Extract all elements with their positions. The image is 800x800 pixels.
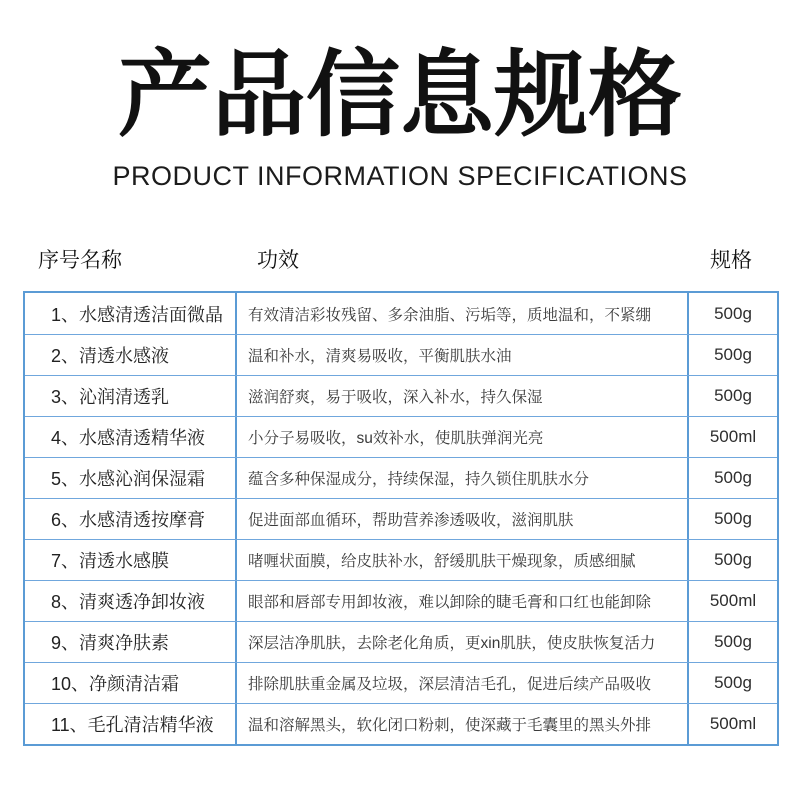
product-table (23, 291, 779, 746)
product-name-cell: 7、清透水感膜 (25, 540, 237, 580)
table-row (25, 375, 777, 416)
product-efficacy-cell: 蕴含多种保湿成分，持续保湿，持久锁住肌肤水分 (237, 458, 689, 498)
table-column-headers (23, 244, 779, 274)
product-spec-cell: 500ml (709, 591, 757, 611)
table-row (25, 621, 777, 662)
product-spec-cell: 500g (714, 386, 752, 406)
product-spec-cell: 500g (714, 632, 752, 652)
product-efficacy-cell: 啫喱状面膜，给皮肤补水，舒缓肌肤干燥现象，质感细腻 (237, 540, 689, 580)
product-name-cell: 4、水感清透精华液 (25, 417, 237, 457)
table-row (25, 498, 777, 539)
product-efficacy-cell: 温和溶解黑头，软化闭口粉刺，使深藏于毛囊里的黑头外排 (237, 704, 689, 744)
product-spec-cell: 500g (714, 468, 752, 488)
product-efficacy-cell: 温和补水，清爽易吸收，平衡肌肤水油 (237, 335, 689, 375)
product-efficacy-cell: 深层洁净肌肤，去除老化角质，更xin肌肤，使皮肤恢复活力 (237, 622, 689, 662)
product-efficacy-cell: 滋润舒爽，易于吸收，深入补水，持久保湿 (237, 376, 689, 416)
product-efficacy-cell: 有效清洁彩妆残留、多余油脂、污垢等，质地温和，不紧绷 (237, 293, 689, 334)
table-row (25, 293, 777, 334)
product-efficacy-cell: 眼部和唇部专用卸妆液，难以卸除的睫毛膏和口红也能卸除 (237, 581, 689, 621)
table-row (25, 457, 777, 498)
product-spec-cell: 500g (714, 303, 752, 323)
product-spec-cell: 500g (714, 509, 752, 529)
page-title: 产品信息规格 (117, 42, 682, 147)
product-spec-cell: 500ml (709, 714, 757, 734)
table-row (25, 662, 777, 703)
product-name-cell: 10、净颜清洁霜 (25, 663, 237, 703)
product-name-cell: 2、清透水感液 (25, 335, 237, 375)
column-header-spec: 规格 (710, 249, 752, 273)
product-spec-cell: 500g (714, 550, 752, 570)
product-spec-cell: 500g (714, 673, 752, 693)
table-row (25, 580, 777, 621)
product-name-cell: 8、清爽透净卸妆液 (25, 581, 237, 621)
product-name-cell: 3、沁润清透乳 (25, 376, 237, 416)
product-efficacy-cell: 促进面部血循环，帮助营养渗透吸收，滋润肌肤 (237, 499, 689, 539)
page-subtitle: PRODUCT INFORMATION SPECIFICATIONS (112, 161, 688, 192)
product-name-cell: 5、水感沁润保湿霜 (25, 458, 237, 498)
product-name-cell: 6、水感清透按摩膏 (25, 499, 237, 539)
product-efficacy-cell: 排除肌肤重金属及垃圾，深层清洁毛孔，促进后续产品吸收 (237, 663, 689, 703)
column-header-name: 序号名称 (38, 249, 122, 273)
table-row (25, 416, 777, 457)
table-row (25, 539, 777, 580)
product-spec-cell: 500ml (709, 427, 757, 447)
product-name-cell: 11、毛孔清洁精华液 (25, 704, 237, 744)
product-spec-sheet (0, 42, 800, 800)
table-row (25, 334, 777, 375)
column-header-efficacy: 功效 (257, 249, 299, 273)
product-efficacy-cell: 小分子易吸收，su效补水，使肌肤弹润光亮 (237, 417, 689, 457)
table-row (25, 703, 777, 744)
product-spec-cell: 500g (714, 345, 752, 365)
product-name-cell: 1、水感清透洁面微晶 (25, 293, 237, 334)
product-name-cell: 9、清爽净肤素 (25, 622, 237, 662)
